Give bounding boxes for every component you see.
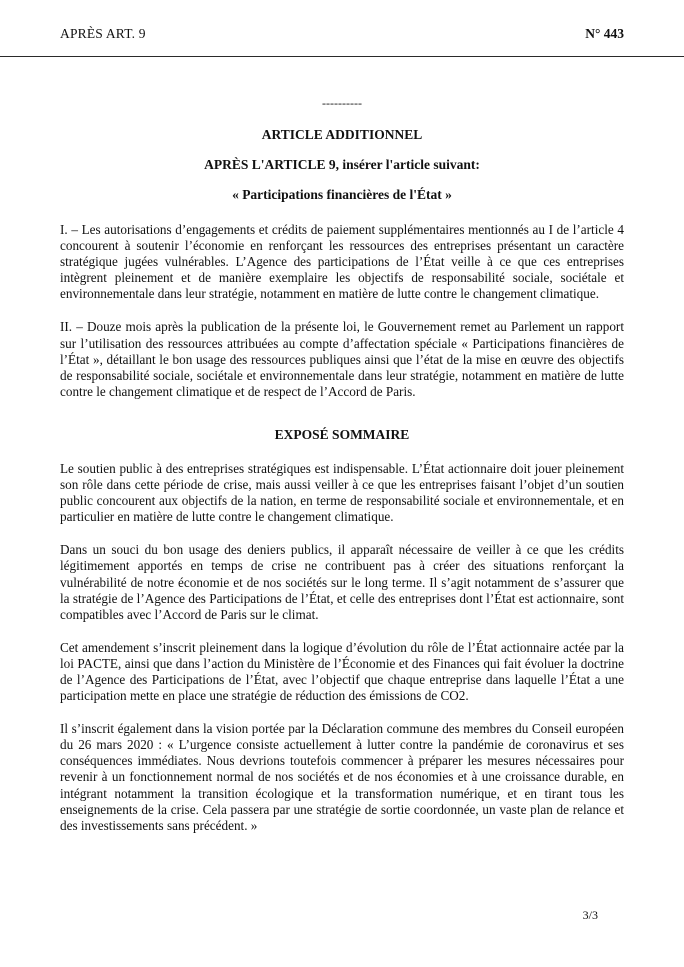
header-amendment-number: N° 443 bbox=[585, 26, 624, 41]
expose-title: EXPOSÉ SOMMAIRE bbox=[274, 426, 410, 442]
article-subtitle: APRÈS L'ARTICLE 9, insérer l'article suivant: bbox=[204, 157, 480, 172]
article-paragraph-1: I. – Les autorisations d’engagements et crédits de paiement supplémentaires mentionnés au I de l’article 4 concourent à soutenir l’économie en renforçant les ressources des entreprises présentant un caractère stratégique jugées vulnérables. L’Agence des participations de l’État veille à ce que ces entreprises intègrent pleinement et de manière exemplaire les objectifs de responsabilité sociale, sociétale et environnementale dans leur stratégie, notamment en matière de lutte contre le changement climatique. bbox=[60, 222, 624, 302]
expose-paragraph-1: Le soutien public à des entreprises stratégiques est indispensable. L’État actionnaire doit jouer pleinement son rôle dans cette période de crise, mais aussi veiller à ce que les entreprises faisant l’objet d’un soutien public concourent aux objectifs de la nation, en terme de responsabilité sociale et environnementale, et en particulier en matière de lutte contre le changement climatique. bbox=[60, 460, 624, 525]
page-number: 3/3 bbox=[582, 908, 598, 922]
article-title: ARTICLE ADDITIONNEL bbox=[261, 127, 423, 142]
header-divider bbox=[0, 56, 684, 57]
expose-paragraph-4: Il s’inscrit également dans la vision portée par la Déclaration commune des membres du Conseil européen du 26 mars 2020 : « L’urgence consiste actuellement à lutter contre la pandémie de coronavirus et ses conséquences immédiates. Nous devrions toutefois commencer à préparer les mesures nécessaires pour revenir à un fonctionnement normal de nos sociétés et de nos économies et à une croissance durable, en intégrant notamment la transition écologique et la transformation numérique, et en tirant tous les enseignements de la crise. Cela passera par une stratégie de sortie coordonnée, un vaste plan de relance et des investissements sans précédent. » bbox=[60, 721, 624, 833]
separator-dashes: ---------- bbox=[322, 96, 362, 110]
article-name: « Participations financières de l'État » bbox=[232, 187, 452, 202]
expose-paragraph-3: Cet amendement s’inscrit pleinement dans la logique d’évolution du rôle de l’État actionnaire actée par la loi PACTE, ainsi que dans l’action du Ministère de l’Économie et des Finances qui fait évoluer la doctrine de l’Agence des Participations de l’État, avec l’objectif que chaque entreprise dans laquelle l’État a une participation mette en place une stratégie de réduction des émissions de CO2. bbox=[60, 639, 624, 704]
document-body bbox=[60, 96, 624, 851]
header-article-ref: APRÈS ART. 9 bbox=[60, 26, 146, 41]
article-paragraph-2: II. – Douze mois après la publication de la présente loi, le Gouvernement remet au Parlement un rapport sur l’utilisation des ressources attribuées au compte d’affectation spéciale « Participations financières de l’État », détaillant le bon usage des ressources publiques ainsi que l’état de la mise en œuvre des objectifs de responsabilité sociale, sociétale et environnementale dans leur stratégie, notamment en matière de lutte contre le changement climatique et de respect de l’Accord de Paris. bbox=[60, 319, 624, 399]
expose-paragraph-2: Dans un souci du bon usage des deniers publics, il apparaît nécessaire de veiller à ce que les crédits légitimement apportés en temps de crise ne contribuent pas à créer des situations renforçant la vulnérabilité de notre économie et de nos sociétés sur le long terme. Il s’agit notamment de s’assurer que la stratégie de l’Agence des Participations de l’État, et celle des entreprises dont l’État est actionnaire, sont compatibles avec l’Accord de Paris sur le climat. bbox=[60, 542, 624, 622]
